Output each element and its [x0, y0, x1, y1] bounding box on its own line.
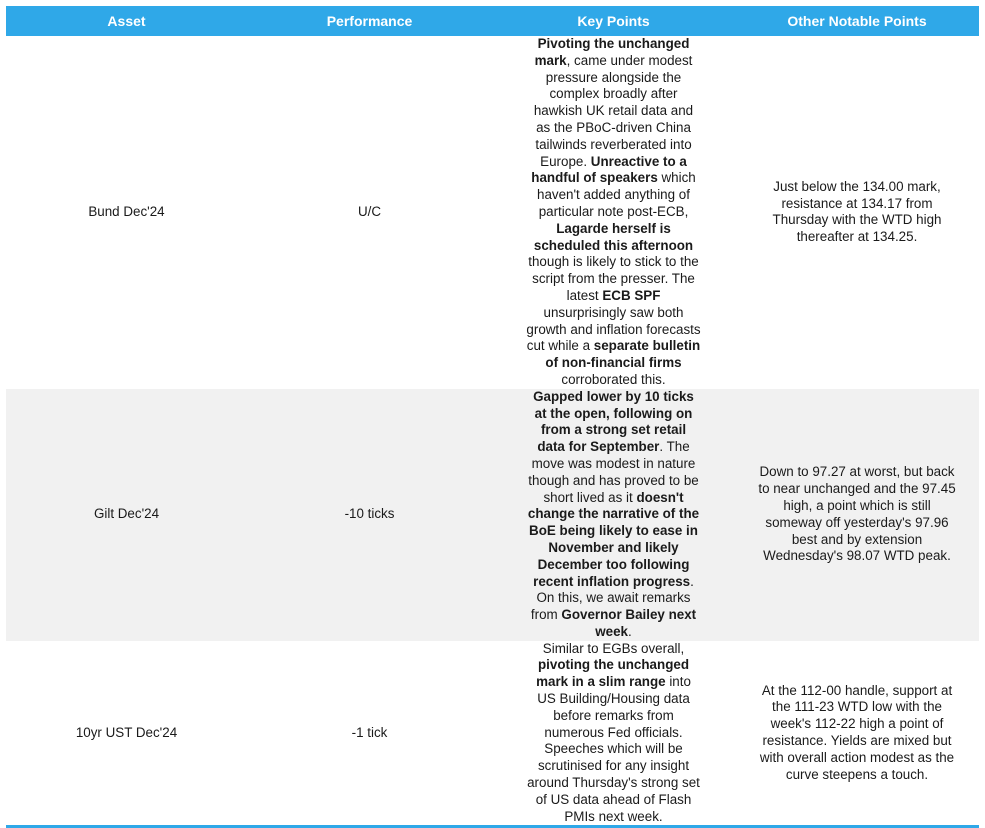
key-point-bold-text: Pivoting the unchanged mark: [534, 36, 690, 68]
key-point-text: unsurprisingly saw both growth and inflation forecasts cut while a: [526, 304, 701, 354]
key-point-text: though is likely to stick to the script from the presser. The latest: [528, 254, 699, 303]
market-table: [6, 6, 979, 828]
table-row: [6, 389, 979, 641]
header-key-points: Key Points: [492, 6, 735, 36]
performance-cell: -10 ticks: [247, 389, 492, 641]
key-point-text: . The move was modest in nature though and has proved to be short lived as it: [528, 439, 699, 505]
key-points-cell: [492, 36, 735, 389]
key-point-bold-text: Lagarde herself is scheduled this afternoon: [533, 220, 694, 253]
performance-cell: -1 tick: [247, 641, 492, 827]
other-notable-cell: Down to 97.27 at worst, but back to near unchanged and the 97.45 high, a point which is still someway off yesterday's 97.96 best and by extension Wednesday's 98.07 WTD peak.: [735, 389, 979, 641]
key-point-text: which haven't added anything of particular note post-ECB,: [537, 170, 696, 219]
key-point-bold-text: separate bulletin of non-financial firms: [545, 338, 701, 371]
key-point-bold-text: Gapped lower by 10 ticks at the open, following on from a strong set retail data for September: [533, 388, 694, 455]
key-point-text: , came under modest pressure alongside the complex broadly after hawkish UK retail data and as the PBoC-driven China tailwinds reverberated into Europe.: [533, 52, 694, 169]
performance-cell: U/C: [247, 36, 492, 389]
key-point-text: into US Building/Housing data before remarks from numerous Fed officials. Speeches which will be scrutinised for any insight around Thursday's strong set of US data ahead of Flash PMIs next week.: [527, 674, 700, 824]
table-row: [6, 641, 979, 827]
key-point-bold-text: Governor Bailey next week: [561, 607, 697, 639]
asset-cell: Bund Dec'24: [6, 36, 247, 389]
key-points-cell: [492, 389, 735, 641]
other-notable-cell: At the 112-00 handle, support at the 111-23 WTD low with the week's 112-22 high a point of resistance. Yields are mixed but with overall action modest as the curve steepens a touch.: [735, 641, 979, 827]
asset-cell: 10yr UST Dec'24: [6, 641, 247, 827]
key-point-text: .: [628, 623, 632, 639]
key-points-cell: [492, 641, 735, 827]
key-point-bold-text: ECB SPF: [602, 287, 661, 303]
table-row: [6, 36, 979, 389]
asset-cell: Gilt Dec'24: [6, 389, 247, 641]
key-point-bold-text: doesn't change the narrative of the BoE being likely to ease in November and likely December too following recent inflation progress: [527, 489, 700, 589]
other-notable-cell: Just below the 134.00 mark, resistance at 134.17 from Thursday with the WTD high thereafter at 134.25.: [735, 36, 979, 389]
header-row: [6, 6, 979, 36]
header-asset: Asset: [6, 6, 247, 36]
key-point-text: . On this, we await remarks from: [530, 573, 694, 623]
key-point-text: corroborated this.: [561, 371, 666, 387]
key-point-text: Similar to EGBs overall,: [542, 640, 685, 656]
key-point-bold-text: Unreactive to a handful of speakers: [531, 153, 687, 186]
key-point-bold-text: pivoting the unchanged mark in a slim range: [536, 657, 689, 690]
header-performance: Performance: [247, 6, 492, 36]
header-other-notable-points: Other Notable Points: [735, 6, 979, 36]
